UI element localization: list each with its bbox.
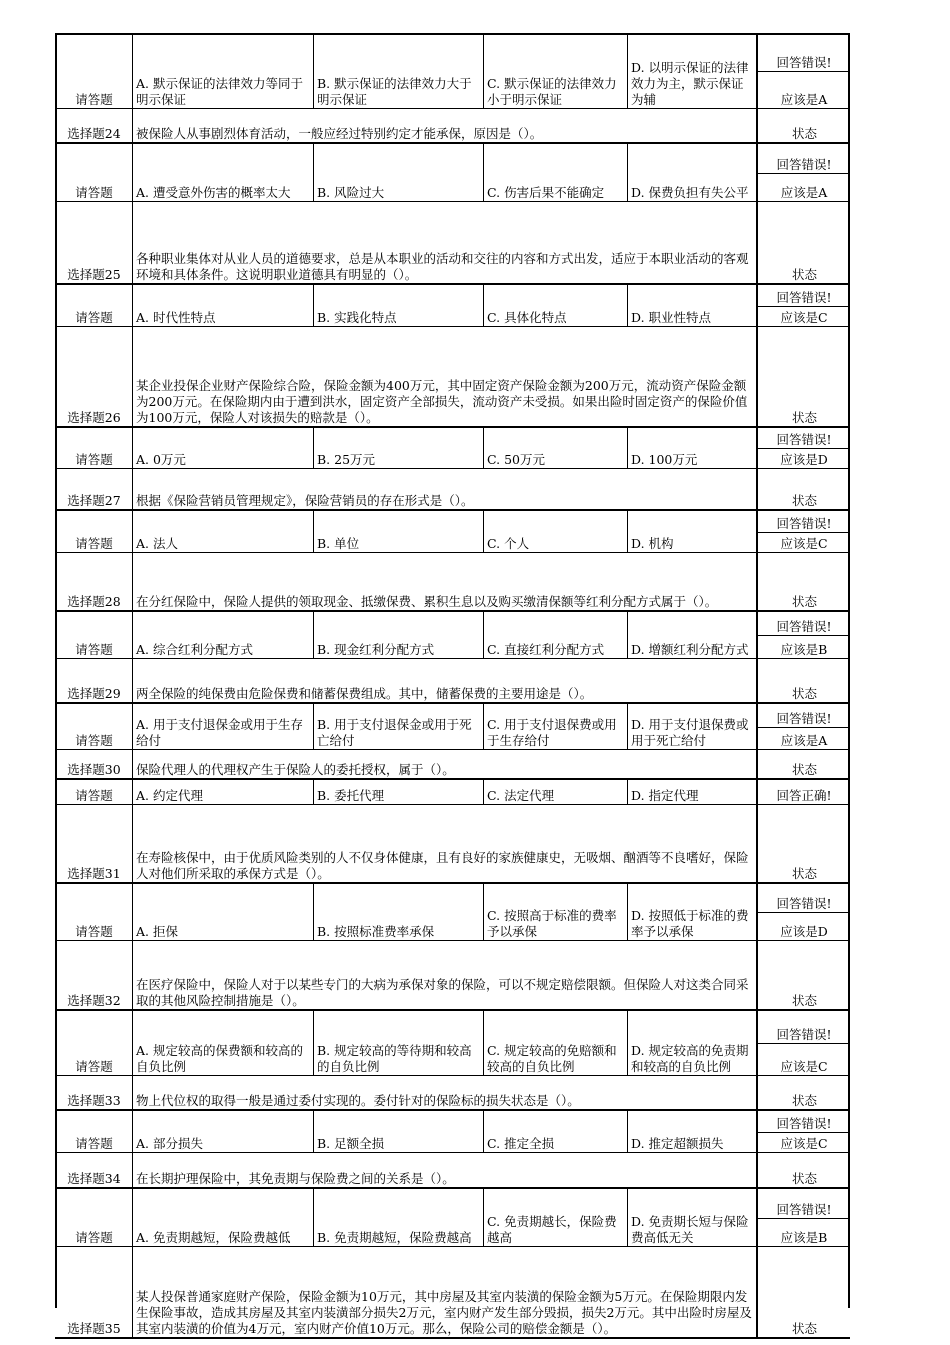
- result-cell: [756, 511, 850, 552]
- question-row: [55, 750, 850, 780]
- question-text: 在医疗保险中，保险人对于以某些专门的大病为承保对象的保险，可以不规定赔偿限额。但保险人对这类合同采取的其他风险控制措施是（）。: [132, 941, 756, 1009]
- option-d[interactable]: D. 免责期长短与保险费高低无关: [627, 1189, 756, 1246]
- correct-answer: 应该是A: [780, 92, 828, 107]
- option-b[interactable]: B. 25万元: [313, 428, 483, 468]
- result-verdict: 回答错误!: [758, 1011, 850, 1044]
- answer-prompt: 请答题: [75, 733, 113, 748]
- question-text: 物上代位权的取得一般是通过委付实现的。委付针对的保险标的损失状态是（）。: [132, 1076, 756, 1109]
- result-verdict: 回答错误!: [758, 285, 850, 307]
- status-cell: 状态: [756, 202, 850, 283]
- status-cell: 状态: [756, 1247, 850, 1337]
- option-b[interactable]: B. 实践化特点: [313, 285, 483, 326]
- result-cell: [756, 1011, 850, 1075]
- correct-answer: 应该是C: [780, 536, 828, 551]
- answer-row: [55, 1189, 850, 1247]
- result-cell: [756, 428, 850, 468]
- question-number: 选择题28: [67, 594, 121, 609]
- status-cell: 状态: [756, 941, 850, 1009]
- answer-row: [55, 428, 850, 469]
- question-number: 选择题33: [67, 1093, 121, 1108]
- result-verdict: 回答错误!: [758, 144, 850, 174]
- result-verdict: 回答错误!: [758, 884, 850, 913]
- correct-answer: 应该是B: [780, 642, 828, 657]
- answer-row: [55, 780, 850, 805]
- option-d[interactable]: D. 推定超额损失: [627, 1111, 756, 1152]
- option-d[interactable]: D. 保费负担有失公平: [627, 144, 756, 201]
- status-cell: 状态: [756, 553, 850, 610]
- table-right-border: [848, 33, 850, 1308]
- option-d[interactable]: D. 以明示保证的法律效力为主，默示保证为辅: [627, 33, 756, 108]
- option-a[interactable]: A. 默示保证的法律效力等同于明示保证: [132, 33, 313, 108]
- option-b[interactable]: B. 规定较高的等待期和较高的自负比例: [313, 1011, 483, 1075]
- result-verdict: 回答错误!: [758, 428, 850, 449]
- answer-prompt: 请答题: [75, 92, 113, 107]
- option-a[interactable]: A. 0万元: [132, 428, 313, 468]
- correct-answer: 应该是A: [780, 733, 828, 748]
- answer-prompt: 请答题: [75, 924, 113, 939]
- result-cell: [756, 1189, 850, 1246]
- question-text: 根据《保险营销员管理规定》，保险营销员的存在形式是（）。: [132, 469, 756, 509]
- correct-answer: 应该是C: [780, 1136, 828, 1151]
- question-row: [55, 1247, 850, 1339]
- result-cell: [756, 285, 850, 326]
- option-b[interactable]: B. 默示保证的法律效力大于明示保证: [313, 33, 483, 108]
- result-verdict: 回答错误!: [758, 1189, 850, 1219]
- option-c[interactable]: C. 50万元: [483, 428, 627, 468]
- option-c[interactable]: C. 按照高于标准的费率予以承保: [483, 884, 627, 940]
- option-a[interactable]: A. 规定较高的保费额和较高的自负比例: [132, 1011, 313, 1075]
- question-row: [55, 109, 850, 144]
- answer-prompt: 请答题: [75, 536, 113, 551]
- option-b[interactable]: B. 按照标准费率承保: [313, 884, 483, 940]
- correct-answer: 应该是D: [780, 452, 828, 467]
- question-text: 被保险人从事剧烈体育活动，一般应经过特别约定才能承保，原因是（）。: [132, 109, 756, 142]
- option-a[interactable]: A. 时代性特点: [132, 285, 313, 326]
- answer-row: [55, 1111, 850, 1153]
- option-d[interactable]: D. 机构: [627, 511, 756, 552]
- answer-row: [55, 884, 850, 941]
- option-d[interactable]: D. 100万元: [627, 428, 756, 468]
- question-number: 选择题29: [67, 686, 121, 701]
- status-cell: 状态: [756, 1076, 850, 1109]
- option-a[interactable]: A. 综合红利分配方式: [132, 612, 313, 658]
- question-row: [55, 1076, 850, 1111]
- option-b[interactable]: B. 足额全损: [313, 1111, 483, 1152]
- option-d[interactable]: D. 职业性特点: [627, 285, 756, 326]
- answer-prompt: 请答题: [75, 310, 113, 325]
- result-verdict: 回答错误!: [758, 612, 850, 636]
- answer-row: [55, 511, 850, 553]
- question-number: 选择题35: [67, 1321, 121, 1336]
- option-c[interactable]: C. 默示保证的法律效力小于明示保证: [483, 33, 627, 108]
- option-b[interactable]: B. 风险过大: [313, 144, 483, 201]
- question-row: [55, 553, 850, 612]
- option-c[interactable]: C. 免责期越长，保险费越高: [483, 1189, 627, 1246]
- answer-prompt: 请答题: [75, 1230, 113, 1245]
- result-cell: [756, 704, 850, 749]
- answer-row: [55, 33, 850, 109]
- question-text: 在寿险核保中，由于优质风险类别的人不仅身体健康，且有良好的家族健康史，无吸烟、酗酒等不良嗜好，保险人对他们所采取的承保方式是（）。: [132, 805, 756, 882]
- result-cell: [756, 144, 850, 201]
- option-a[interactable]: A. 用于支付退保金或用于生存给付: [132, 704, 313, 749]
- result-cell: [756, 884, 850, 940]
- status-cell: 状态: [756, 659, 850, 702]
- option-b[interactable]: B. 委托代理: [313, 780, 483, 804]
- table-left-border: [55, 33, 57, 1308]
- result-verdict: 回答错误!: [758, 33, 850, 72]
- option-a[interactable]: A. 约定代理: [132, 780, 313, 804]
- option-d[interactable]: D. 用于支付退保费或用于死亡给付: [627, 704, 756, 749]
- question-number: 选择题26: [67, 410, 121, 425]
- option-d[interactable]: D. 增额红利分配方式: [627, 612, 756, 658]
- question-row: [55, 805, 850, 884]
- question-number: 选择题27: [67, 493, 121, 508]
- correct-answer: 应该是D: [780, 924, 828, 939]
- question-number: 选择题24: [67, 126, 121, 141]
- question-number: 选择题30: [67, 762, 121, 777]
- question-row: [55, 469, 850, 511]
- question-number: 选择题31: [67, 866, 121, 881]
- answer-prompt: 请答题: [75, 642, 113, 657]
- answer-row: [55, 285, 850, 327]
- answer-prompt: 请答题: [75, 788, 113, 803]
- option-c[interactable]: C. 直接红利分配方式: [483, 612, 627, 658]
- status-cell: 状态: [756, 750, 850, 778]
- status-cell: 状态: [756, 805, 850, 882]
- result-verdict: 回答错误!: [758, 704, 850, 728]
- option-c[interactable]: C. 伤害后果不能确定: [483, 144, 627, 201]
- question-text: 某人投保普通家庭财产保险，保险金额为10万元，其中房屋及其室内装潢的保险金额为5万元。在保险期限内发生保险事故，造成其房屋及其室内装潢部分损失2万元，室内财产发生部分毁损，损失2万元。其中出险时房屋及其室内装潢的价值为4万元，室内财产价值10万元。那么，保险公司的赔偿金额是（）。: [132, 1247, 756, 1337]
- question-row: [55, 202, 850, 285]
- status-cell: 状态: [756, 109, 850, 142]
- result-verdict: 回答错误!: [758, 511, 850, 533]
- result-cell: [756, 1111, 850, 1152]
- answer-prompt: 请答题: [75, 452, 113, 467]
- question-number: 选择题34: [67, 1171, 121, 1186]
- option-d[interactable]: D. 按照低于标准的费率予以承保: [627, 884, 756, 940]
- question-text: 保险代理人的代理权产生于保险人的委托授权，属于（）。: [132, 750, 756, 778]
- question-text: 两全保险的纯保费由危险保费和储蓄保费组成。其中，储蓄保费的主要用途是（）。: [132, 659, 756, 702]
- option-b[interactable]: B. 免责期越短，保险费越高: [313, 1189, 483, 1246]
- option-a[interactable]: A. 法人: [132, 511, 313, 552]
- option-b[interactable]: B. 现金红利分配方式: [313, 612, 483, 658]
- question-row: [55, 659, 850, 704]
- option-c[interactable]: C. 推定全损: [483, 1111, 627, 1152]
- answer-row: [55, 704, 850, 750]
- option-b[interactable]: B. 单位: [313, 511, 483, 552]
- answer-prompt: 请答题: [75, 185, 113, 200]
- question-text: 在长期护理保险中，其免责期与保险费之间的关系是（）。: [132, 1153, 756, 1187]
- question-number: 选择题25: [67, 267, 121, 282]
- option-a[interactable]: A. 免责期越短，保险费越低: [132, 1189, 313, 1246]
- option-d[interactable]: D. 指定代理: [627, 780, 756, 804]
- option-c[interactable]: C. 用于支付退保费或用于生存给付: [483, 704, 627, 749]
- question-row: [55, 327, 850, 428]
- option-d[interactable]: D. 规定较高的免责期和较高的自负比例: [627, 1011, 756, 1075]
- status-cell: 状态: [756, 469, 850, 509]
- correct-answer: 应该是C: [780, 1059, 828, 1074]
- option-a[interactable]: A. 拒保: [132, 884, 313, 940]
- status-cell: 状态: [756, 1153, 850, 1187]
- correct-answer: 应该是B: [780, 1230, 828, 1245]
- option-c[interactable]: C. 具体化特点: [483, 285, 627, 326]
- answer-row: [55, 612, 850, 659]
- option-b[interactable]: B. 用于支付退保金或用于死亡给付: [313, 704, 483, 749]
- option-c[interactable]: C. 规定较高的免赔额和较高的自负比例: [483, 1011, 627, 1075]
- result-cell: 回答正确!: [756, 780, 850, 804]
- answer-row: [55, 144, 850, 202]
- question-row: [55, 1153, 850, 1189]
- answer-prompt: 请答题: [75, 1059, 113, 1074]
- answer-prompt: 请答题: [75, 1136, 113, 1151]
- answer-row: [55, 1011, 850, 1076]
- result-verdict: 回答错误!: [758, 1111, 850, 1133]
- question-number: 选择题32: [67, 993, 121, 1008]
- result-cell: [756, 33, 850, 108]
- result-cell: [756, 612, 850, 658]
- option-a[interactable]: A. 部分损失: [132, 1111, 313, 1152]
- question-text: 各种职业集体对从业人员的道德要求，总是从本职业的活动和交往的内容和方式出发，适应于本职业活动的客观环境和具体条件。这说明职业道德具有明显的（）。: [132, 202, 756, 283]
- option-a[interactable]: A. 遭受意外伤害的概率太大: [132, 144, 313, 201]
- correct-answer: 应该是A: [780, 185, 828, 200]
- question-text: 在分红保险中，保险人提供的领取现金、抵缴保费、累积生息以及购买缴清保额等红利分配方式属于（）。: [132, 553, 756, 610]
- correct-answer: 应该是C: [780, 310, 828, 325]
- question-row: [55, 941, 850, 1011]
- status-cell: 状态: [756, 327, 850, 426]
- question-table: [55, 33, 850, 1336]
- option-c[interactable]: C. 个人: [483, 511, 627, 552]
- option-c[interactable]: C. 法定代理: [483, 780, 627, 804]
- question-text: 某企业投保企业财产保险综合险，保险金额为400万元，其中固定资产保险金额为200万元，流动资产保险金额为200万元。在保险期内由于遭到洪水，固定资产全部损失，流动资产未受损。如果出险时固定资产的保险价值为100万元，保险人对该损失的赔款是（）。: [132, 327, 756, 426]
